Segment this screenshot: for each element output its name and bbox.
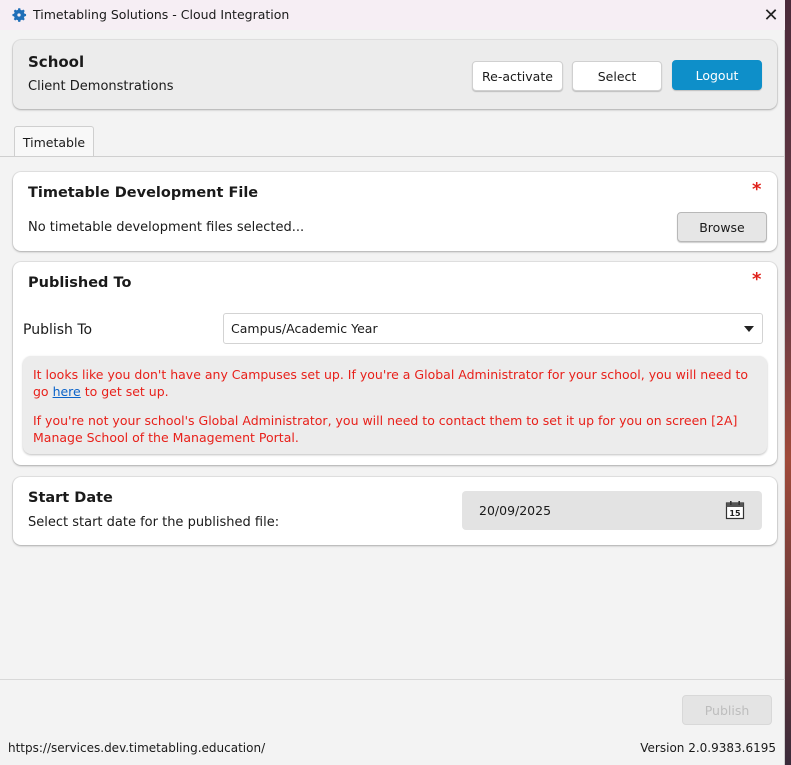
logout-button[interactable]: Logout (672, 60, 762, 90)
service-url: https://services.dev.timetabling.education/ (8, 741, 266, 755)
campus-select[interactable] (223, 313, 763, 344)
start-date-label: Select start date for the published file: (28, 515, 280, 530)
school-heading: School (28, 53, 85, 71)
window-title: Timetabling Solutions - Cloud Integration (33, 7, 290, 22)
setup-link[interactable]: here (52, 384, 81, 399)
calendar-icon[interactable] (725, 500, 745, 520)
version-label: Version 2.0.9383.6195 (640, 741, 776, 755)
publish-button[interactable]: Publish (682, 695, 772, 725)
tab-strip-divider (0, 156, 785, 157)
select-button[interactable]: Select (572, 61, 662, 91)
published-heading: Published To (28, 275, 132, 291)
title-bar (0, 0, 785, 30)
start-date-heading: Start Date (28, 490, 113, 506)
chevron-down-icon (744, 326, 754, 332)
svg-text:15: 15 (729, 509, 741, 518)
start-date-value: 20/09/2025 (479, 503, 552, 518)
required-marker: * (752, 179, 762, 200)
close-icon[interactable]: ✕ (763, 4, 779, 26)
start-date-picker[interactable] (462, 491, 762, 530)
footer-divider (0, 679, 785, 680)
tdf-status-text: No timetable development files selected... (28, 220, 305, 235)
campus-warning (23, 356, 767, 454)
start-date-panel (13, 477, 777, 545)
tdf-heading: Timetable Development File (28, 185, 259, 201)
timetable-development-file-panel (13, 172, 777, 251)
school-name: Client Demonstrations (28, 79, 174, 94)
warning-text-admin: If you're not your school's Global Administrator, you will need to contact them to set it up for you on screen [2A] Manage School of the Management Portal. (33, 413, 738, 445)
tab-timetable[interactable]: Timetable (14, 126, 94, 157)
campus-select-value: Campus/Academic Year (231, 321, 378, 336)
reactivate-button[interactable]: Re-activate (472, 61, 563, 91)
gear-icon (10, 6, 28, 24)
school-panel (13, 40, 777, 109)
publish-to-label: Publish To (23, 322, 93, 338)
browse-button[interactable]: Browse (677, 212, 767, 242)
warning-text: It looks like you don't have any Campuses set up. If you're a Global Administrator for your school, you will need to go here to get set up. (33, 367, 749, 399)
required-marker: * (752, 269, 762, 290)
published-to-panel (13, 262, 777, 465)
